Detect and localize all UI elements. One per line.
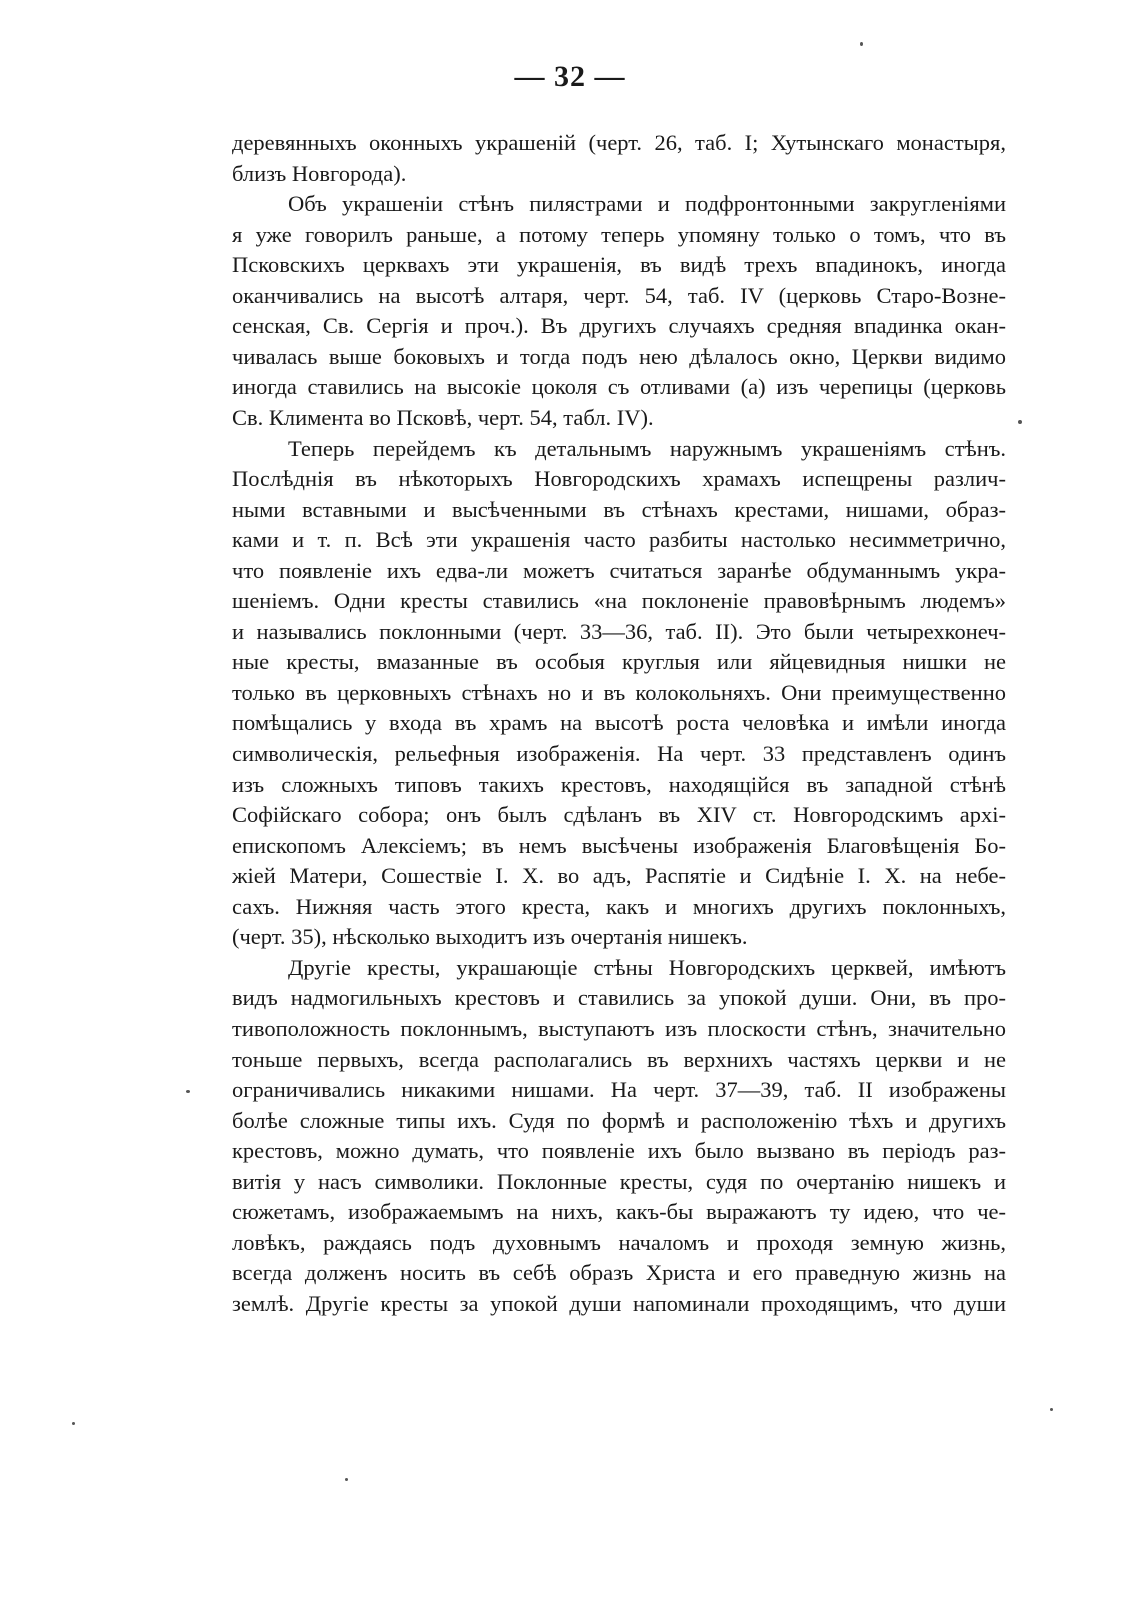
scan-speck bbox=[345, 1478, 348, 1481]
text-line: символическія, рельефныя изображенія. На черт. 33 представленъ одинъ bbox=[232, 741, 1006, 766]
text-line: Св. Климента во Псковѣ, черт. 54, табл. IV). bbox=[232, 405, 654, 430]
text-line: близъ Новгорода). bbox=[232, 161, 407, 186]
scan-speck bbox=[186, 1090, 190, 1093]
text-line: деревянныхъ оконныхъ украшеній (черт. 26, таб. I; Хутынскаго монастыря, bbox=[232, 130, 1006, 155]
scan-speck bbox=[860, 42, 863, 46]
text-line: сюжетамъ, изображаемымъ на нихъ, какъ-бы выражаютъ ту идею, что че- bbox=[232, 1199, 1006, 1224]
text-line: болѣе сложные типы ихъ. Судя по формѣ и расположенію тѣхъ и другихъ bbox=[232, 1108, 1006, 1133]
text-line: чивалась выше боковыхъ и тогда подъ нею дѣлалось окно, Церкви видимо bbox=[232, 344, 1006, 369]
scan-speck bbox=[72, 1422, 75, 1425]
text-line: и назывались поклонными (черт. 33—36, таб. II). Это были четырехконеч- bbox=[232, 619, 1006, 644]
text-line: ловѣкъ, раждаясь подъ духовнымъ началомъ и проходя земную жизнь, bbox=[232, 1230, 1006, 1255]
text-line: витія у насъ символики. Поклонные кресты, судя по очертанію нишекъ и bbox=[232, 1169, 1006, 1194]
text-line: ограничивались никакими нишами. На черт. 37—39, таб. II изображены bbox=[232, 1077, 1006, 1102]
text-line: шеніемъ. Одни кресты ставились «на поклоненіе правовѣрнымъ людемъ» bbox=[232, 588, 1006, 613]
text-line: я уже говорилъ раньше, а потому теперь упомяну только о томъ, что въ bbox=[232, 222, 1006, 247]
text-line: жіей Матери, Сошествіе I. X. во адъ, Распятіе и Сидѣніе I. X. на небе- bbox=[232, 863, 1006, 888]
text-line: помѣщались у входа въ храмъ на высотѣ роста человѣка и имѣли иногда bbox=[232, 710, 1006, 735]
text-line: ными вставными и высѣченными въ стѣнахъ крестами, нишами, образ- bbox=[232, 497, 1006, 522]
text-line: сенская, Св. Сергія и проч.). Въ другихъ случаяхъ средняя впадинка окан- bbox=[232, 313, 1006, 338]
text-line: оканчивались на высотѣ алтаря, черт. 54, таб. IV (церковь Старо-Вознe- bbox=[232, 283, 1006, 308]
text-line: тоньше первыхъ, всегда располагались въ верхнихъ частяхъ церкви и не bbox=[232, 1047, 1006, 1072]
text-line: всегда долженъ носить въ себѣ образъ Христа и его праведную жизнь на bbox=[232, 1260, 1006, 1285]
text-line: ные кресты, вмазанные въ особыя круглыя или яйцевидныя нишки не bbox=[232, 649, 1006, 674]
text-line: сахъ. Нижняя часть этого креста, какъ и многихъ другихъ поклонныхъ, bbox=[232, 894, 1006, 919]
text-line: иногда ставились на высокіе цоколя съ отливами (а) изъ черепицы (церковь bbox=[232, 374, 1006, 399]
text-line: Другіе кресты, украшающіе стѣны Новгородскихъ церквей, имѣютъ bbox=[288, 955, 1006, 980]
page-number: — 32 — bbox=[514, 60, 626, 93]
text-line: только въ церковныхъ стѣнахъ но и въ колокольняхъ. Они преимущественно bbox=[232, 680, 1006, 705]
text-line: Теперь перейдемъ къ детальнымъ наружнымъ украшеніямъ стѣнъ. bbox=[288, 436, 1006, 461]
text-line: крестовъ, можно думать, что появленіе ихъ было вызвано въ періодъ раз- bbox=[232, 1138, 1006, 1163]
text-line: Послѣднія въ нѣкоторыхъ Новгородскихъ храмахъ испещрены различ- bbox=[232, 466, 1006, 491]
text-line: (черт. 35), нѣсколько выходитъ изъ очертанія нишекъ. bbox=[232, 924, 748, 949]
text-line: видъ надмогильныхъ крестовъ и ставились за упокой души. Они, въ про- bbox=[232, 985, 1006, 1010]
scan-speck bbox=[1018, 420, 1022, 424]
text-line: Объ украшеніи стѣнъ пилястрами и подфронтонными закругленіями bbox=[288, 191, 1006, 216]
text-line: Софійскаго собора; онъ былъ сдѣланъ въ XIV ст. Новгородскимъ архі- bbox=[232, 802, 1006, 827]
scan-speck bbox=[1050, 1408, 1053, 1411]
text-line: ками и т. п. Всѣ эти украшенія часто разбиты настолько несимметрично, bbox=[232, 527, 1006, 552]
text-line: тивоположность поклоннымъ, выступаютъ изъ плоскости стѣнъ, значительно bbox=[232, 1016, 1006, 1041]
text-line: епископомъ Алексіемъ; въ немъ высѣчены изображенія Благовѣщенія Бо- bbox=[232, 833, 1006, 858]
text-line: что появленіе ихъ едва-ли можетъ считаться заранѣе обдуманнымъ укра- bbox=[232, 558, 1006, 583]
text-line: землѣ. Другіе кресты за упокой души напоминали проходящимъ, что души bbox=[232, 1291, 1006, 1316]
text-line: Псковскихъ церквахъ эти украшенія, въ видѣ трехъ впадинокъ, иногда bbox=[232, 252, 1006, 277]
text-line: изъ сложныхъ типовъ такихъ крестовъ, находящійся въ западной стѣнѣ bbox=[232, 772, 1006, 797]
